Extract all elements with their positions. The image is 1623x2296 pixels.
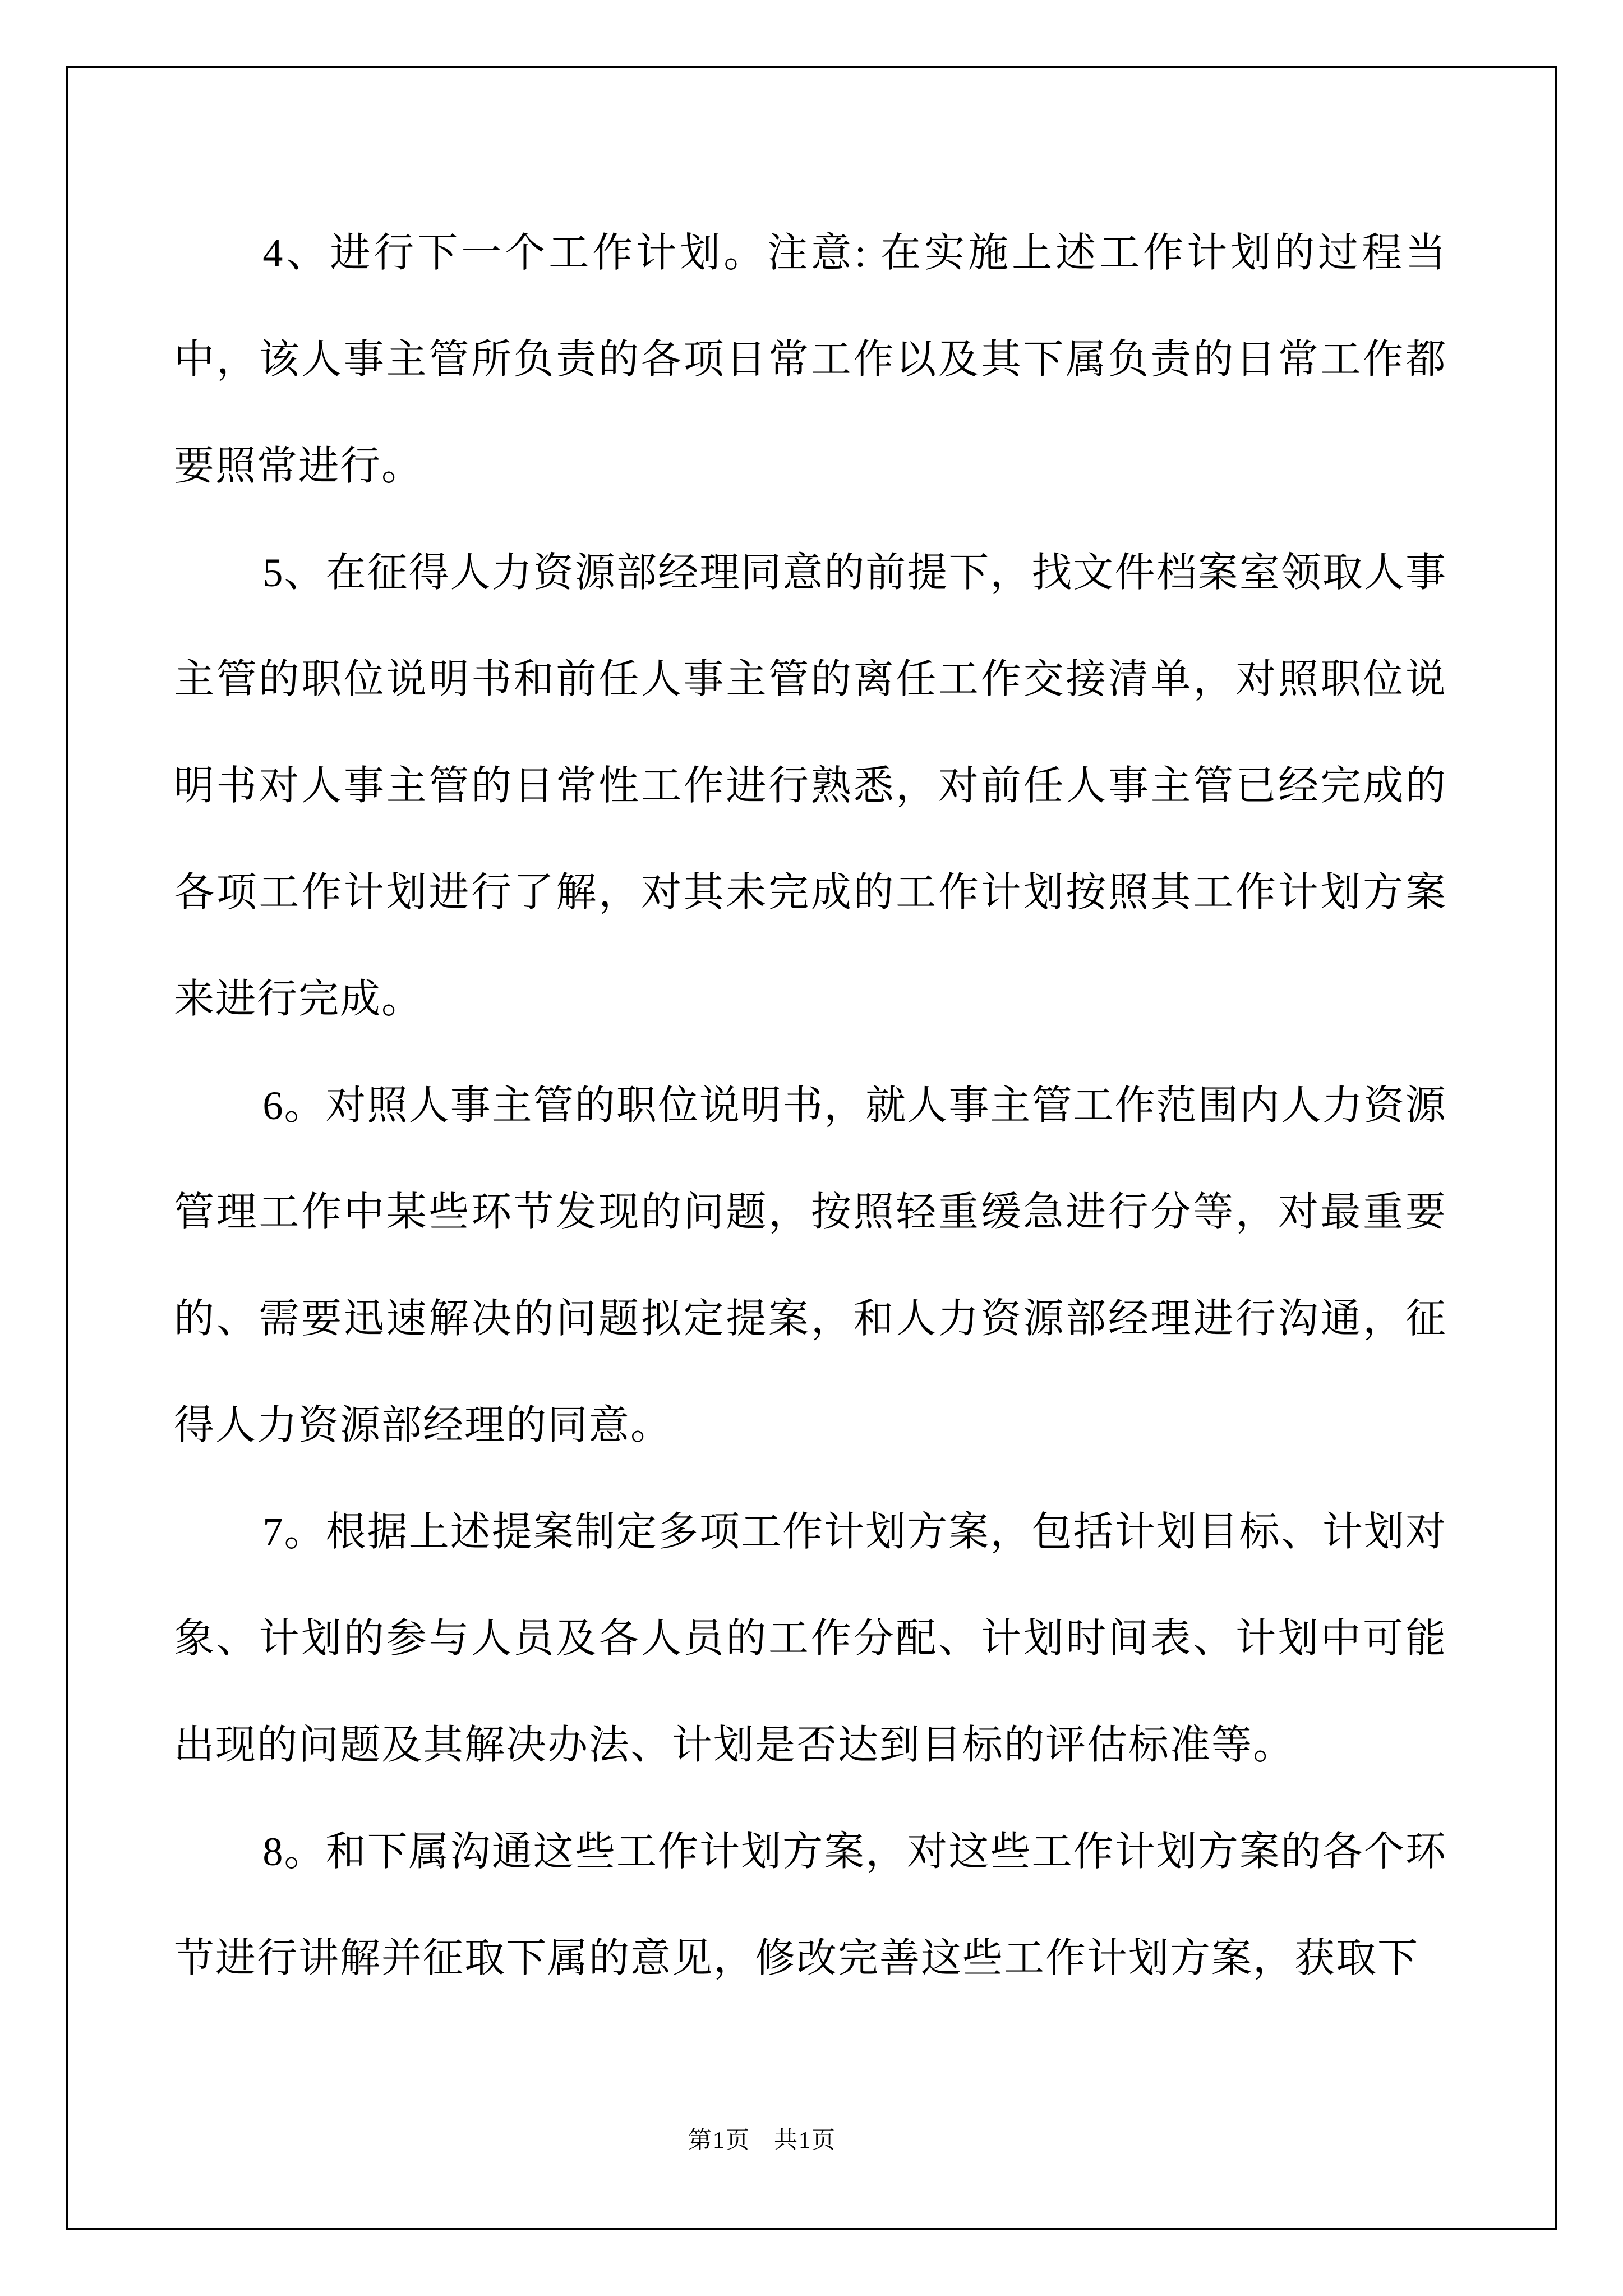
paragraph-item-5: 5、在征得人力资源部经理同意的前提下，找文件档案室领取人事主管的职位说明书和前任人事主管的离任工作交接清单，对照职位说明书对人事主管的日常性工作进行熟悉，对前任人事主管已经完成的各项工作计划进行了解，对其未完成的工作计划按照其工作计划方案来进行完成。 (174, 550, 1447, 1022)
paragraph-item-4: 4、进行下一个工作计划。注意: 在实施上述工作计划的过程当中，该人事主管所负责的各项日常工作以及其下属负责的日常工作都要照常进行。 (174, 231, 1447, 489)
document-body (174, 200, 1447, 2012)
page-footer (0, 2124, 1574, 2157)
paragraph-item-6: 6。对照人事主管的职位说明书，就人事主管工作范围内人力资源管理工作中某些环节发现的问题，按照轻重缓急进行分等，对最重要的、需要迅速解决的问题拟定提案，和人力资源部经理进行沟通，征得人力资源部经理的同意。 (174, 1083, 1447, 1448)
paragraph-item-7: 7。根据上述提案制定多项工作计划方案，包括计划目标、计划对象、计划的参与人员及各人员的工作分配、计划时间表、计划中可能出现的问题及其解决办法、计划是否达到目标的评估标准等。 (174, 1510, 1447, 1768)
page-count-label: 共1页 (774, 2128, 837, 2154)
paragraph-item-8: 8。和下属沟通这些工作计划方案，对这些工作计划方案的各个环节进行讲解并征取下属的意见，修改完善这些工作计划方案，获取下 (174, 1829, 1447, 1981)
page-number-label: 第1页 (688, 2128, 750, 2154)
